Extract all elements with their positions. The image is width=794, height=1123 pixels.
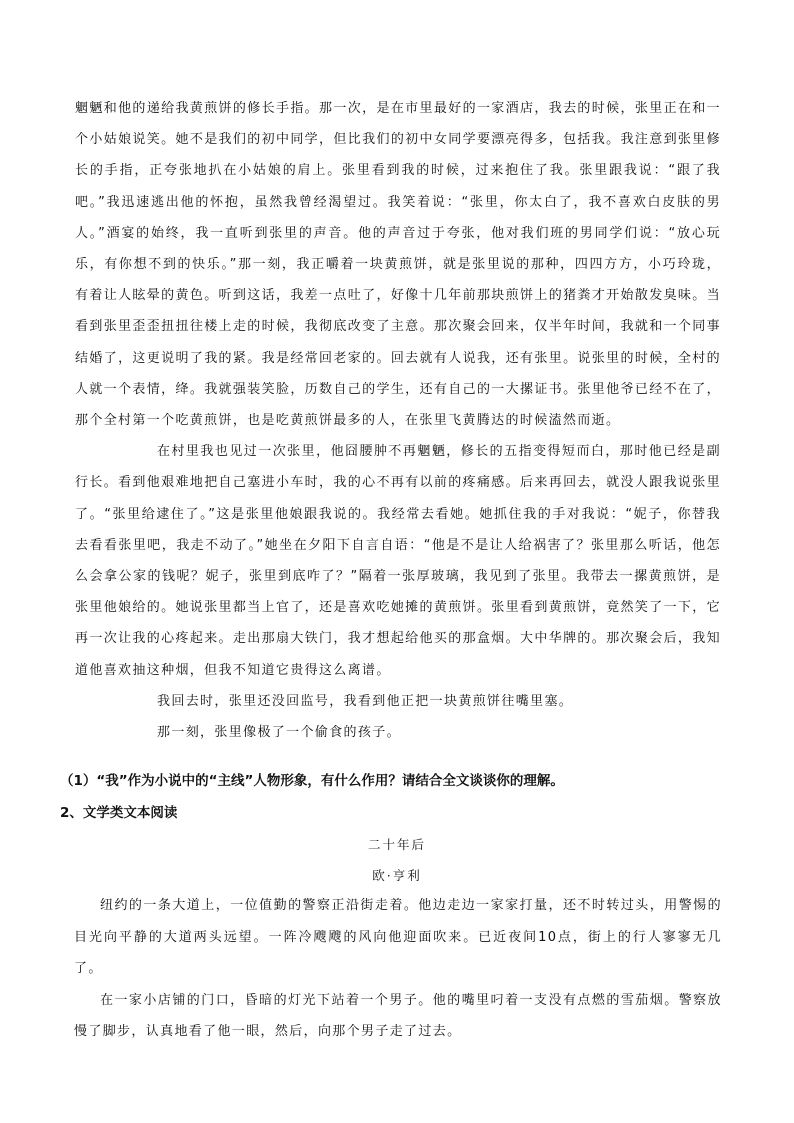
story2-paragraph: 纽约的一条大道上，一位值勤的警察正沿街走着。他边走边一家家打量，还不时转过头，用警惕的目光向平静的大道两头远望。一阵冷飕飕的风向他迎面吹来。已近夜间10点，街上的行人寥寥无几了。 [74, 898, 722, 976]
story-paragraph: 在村里我也见过一次张里，他囧腰肿不再魍魉，修长的五指变得短而白，那时他已经是副行长。看到他艰难地把自己塞进小车时，我的心不再有以前的疼痛感。后来再回去，就没人跟我说张里了。“张里给逮住了。”这是张里他娘跟我说的。我经常去看她。她抓住我的手对我说：“妮子，你替我去看看张里吧，我走不动了。”她坐在夕阳下自言自语：“他是不是让人给祸害了？张里那么听话，他怎么会拿公家的钱呢？妮子，张里到底咋了？”隔着一张厚玻璃，我见到了张里。我带去一摞黄煎饼，是张里他娘给的。她说张里都当上官了，还是喜欢吃她摊的黄煎饼。张里看到黄煎饼，竟然笑了一下，它再一次让我的心疼起来。走出那扇大铁门，我才想起给他买的那盒烟。大中华牌的。那次聚会后，我知道他喜欢抽这种烟，但我不知道它贵得这么离谱。 [75, 444, 721, 678]
question-1: （1）“我”作为小说中的“主线”人物形象，有什么作用？请结合全文谈谈你的理解。 [60, 773, 564, 789]
story-body [75, 93, 721, 748]
story-title: 二十年后 [367, 837, 426, 852]
story-paragraph: 那一刻，张里像极了一个偷食的孩子。 [157, 725, 401, 741]
story-paragraph: 我回去时，张里还没回监号，我看到他正把一块黄煎饼往嘴里塞。 [157, 693, 574, 709]
section-heading: 2、文学类文本阅读 [60, 805, 178, 821]
story-paragraph: 魍魉和他的递给我黄煎饼的修长手指。那一次，是在市里最好的一家酒店，我去的时候，张里正在和一个小姑娘说笑。她不是我们的初中同学，但比我们的初中女同学要漂亮得多，包括我。我注意到张里修长的手指，正夸张地扒在小姑娘的肩上。张里看到我的时候，过来抱住了我。张里跟我说：“跟了我吧。”我迅速逃出他的怀抱，虽然我曾经渴望过。我笑着说：“张里，你太白了，我不喜欢白皮肤的男人。”酒宴的始终，我一直听到张里的声音。他的声音过于夸张，他对我们班的男同学们说：“放心玩乐，有你想不到的快乐。”那一刻，我正嚼着一块黄煎饼，就是张里说的那种，四四方方，小巧玲珑，有着让人眩晕的黄色。听到这话，我差一点吐了，好像十几年前那块煎饼上的猪粪才开始散发臭味。当看到张里歪歪扭扭往楼上走的时候，我彻底改变了主意。那次聚会回来，仅半年时间，我就和一个同事结婚了，这更说明了我的紧。我是经常回老家的。回去就有人说我，还有张里。说张里的时候，全村的人就一个表情，绛。我就强装笑脸，历数自己的学生，还有自己的一大摞证书。张里他爷已经不在了，那个全村第一个吃黄煎饼，也是吃黄煎饼最多的人，在张里飞黄腾达的时候溘然而逝。 [75, 101, 721, 429]
story-author: 欧·亨利 [372, 868, 422, 883]
story2-body [74, 890, 722, 1048]
story2-paragraph: 在一家小店铺的门口，昏暗的灯光下站着一个男子。他的嘴里叼着一支没有点燃的雪茄烟。警察放慢了脚步，认真地看了他一眼，然后，向那个男子走了过去。 [74, 992, 722, 1039]
